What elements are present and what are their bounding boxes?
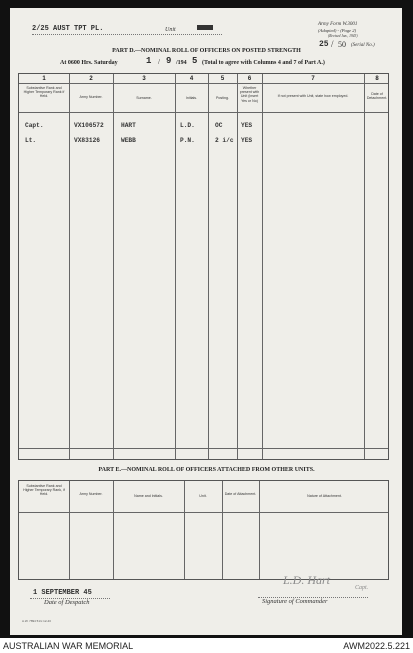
form-number: Army Form W.3001 [318, 22, 358, 27]
col-number-4: 4 [189, 76, 194, 82]
row-present: YES [241, 122, 253, 129]
col-number-8: 8 [375, 76, 379, 82]
form-revised: (Revised Jan., 1943) [328, 34, 358, 38]
unit-label: Unit [165, 27, 176, 33]
col-header-attachment-date: Date of Attachment. [224, 492, 257, 496]
part-d-month: 9 [166, 56, 172, 66]
col-header-attachment-nature: Nature of Attachment. [307, 494, 342, 498]
serial-slash: / [331, 39, 334, 49]
despatch-label: Date of Despatch [44, 599, 90, 606]
col-divider [69, 74, 70, 459]
col-divider [259, 481, 260, 579]
row-army-number: VX106572 [74, 122, 104, 129]
row-surname: WEBB [121, 137, 136, 144]
col-divider [113, 481, 114, 579]
part-e-table [18, 480, 389, 580]
redaction-mark [197, 25, 213, 30]
col-header-army-number: Army Number. [79, 492, 103, 496]
part-d-year-digit: 5 [192, 56, 198, 66]
col-header-surname: Surname. [136, 96, 152, 100]
row-posting: 2 i/c [215, 137, 234, 144]
archive-reference: AWM2022.5.221 [343, 641, 410, 651]
col-header-name: Name and Initials. [134, 494, 163, 498]
col-divider [208, 74, 209, 459]
col-header-initials: Initials. [185, 96, 198, 100]
row-initials: P.N. [180, 137, 195, 144]
col-divider [184, 481, 185, 579]
row-army-number: VX83126 [74, 137, 100, 144]
col-divider [113, 74, 114, 459]
bottom-row-divider [19, 448, 388, 449]
part-d-day: 1 [146, 56, 152, 66]
col-header-employment: If not present with Unit, state how employed. [277, 94, 349, 98]
part-d-slash: / [158, 58, 160, 66]
commander-signature: L.D. Hart [283, 573, 331, 587]
serial-label: (Serial No.) [351, 43, 375, 48]
row-rank: Lt. [25, 137, 37, 144]
signature-label: Signature of Commander [262, 598, 328, 605]
despatch-date: 1 SEPTEMBER 45 [33, 589, 92, 597]
part-d-time-suffix: (Total to agree with Columns 4 and 7 of Part A.) [202, 60, 325, 66]
unit-name: 2/25 AUST TPT PL. [32, 25, 104, 33]
col-header-present: Whether present with Unit (insert Yes or No) [239, 86, 260, 103]
row-present: YES [241, 137, 253, 144]
col-number-3: 3 [142, 76, 146, 82]
col-divider [222, 481, 223, 579]
col-header-unit: Unit. [199, 494, 207, 498]
row-posting: OC [215, 122, 223, 129]
col-number-7: 7 [311, 76, 315, 82]
col-divider [175, 74, 176, 459]
row-rank: Capt. [25, 122, 44, 129]
col-divider [262, 74, 263, 459]
part-d-table [18, 73, 389, 460]
header-row-divider [19, 512, 388, 513]
serial-total: 50 [338, 40, 346, 49]
header-row-divider [19, 112, 388, 113]
col-divider [69, 481, 70, 579]
col-header-detachment-date: Date of Detachment. [366, 92, 388, 101]
col-divider [364, 74, 365, 459]
col-header-army-number: Army Number. [79, 95, 103, 99]
archive-name: AUSTRALIAN WAR MEMORIAL [3, 641, 134, 651]
col-number-2: 2 [89, 76, 93, 82]
col-divider [237, 74, 238, 459]
row-surname: HART [121, 122, 136, 129]
col-number-6: 6 [247, 76, 252, 82]
part-d-title: PART D.—NOMINAL ROLL OF OFFICERS ON POSTED STRENGTH [112, 48, 301, 54]
row-initials: L.D. [180, 122, 195, 129]
form-adapted: (Adapted) - (Page 2) [318, 28, 357, 33]
commander-rank: Capt. [355, 585, 369, 591]
col-header-rank: Substantive Rank and Higher Temporary Rank, if Held. [23, 484, 65, 497]
printer-note: A.W. 7894 51/c 12-43 [22, 619, 51, 623]
col-number-5: 5 [220, 76, 225, 82]
number-row-divider [19, 83, 388, 84]
part-e-title: PART E.—NOMINAL ROLL OF OFFICERS ATTACHED FROM OTHER UNITS. [98, 467, 315, 473]
unit-underline [32, 34, 222, 35]
col-header-rank: Substantive Rank and Higher Temporary Rank if Held. [23, 86, 65, 99]
part-d-time-prefix: At 0600 Hrs. Saturday [60, 60, 118, 66]
col-header-posting: Posting. [216, 96, 229, 100]
part-d-year-prefix: /194 [176, 60, 187, 66]
col-number-1: 1 [42, 76, 46, 82]
serial-number: 25 [319, 40, 329, 49]
